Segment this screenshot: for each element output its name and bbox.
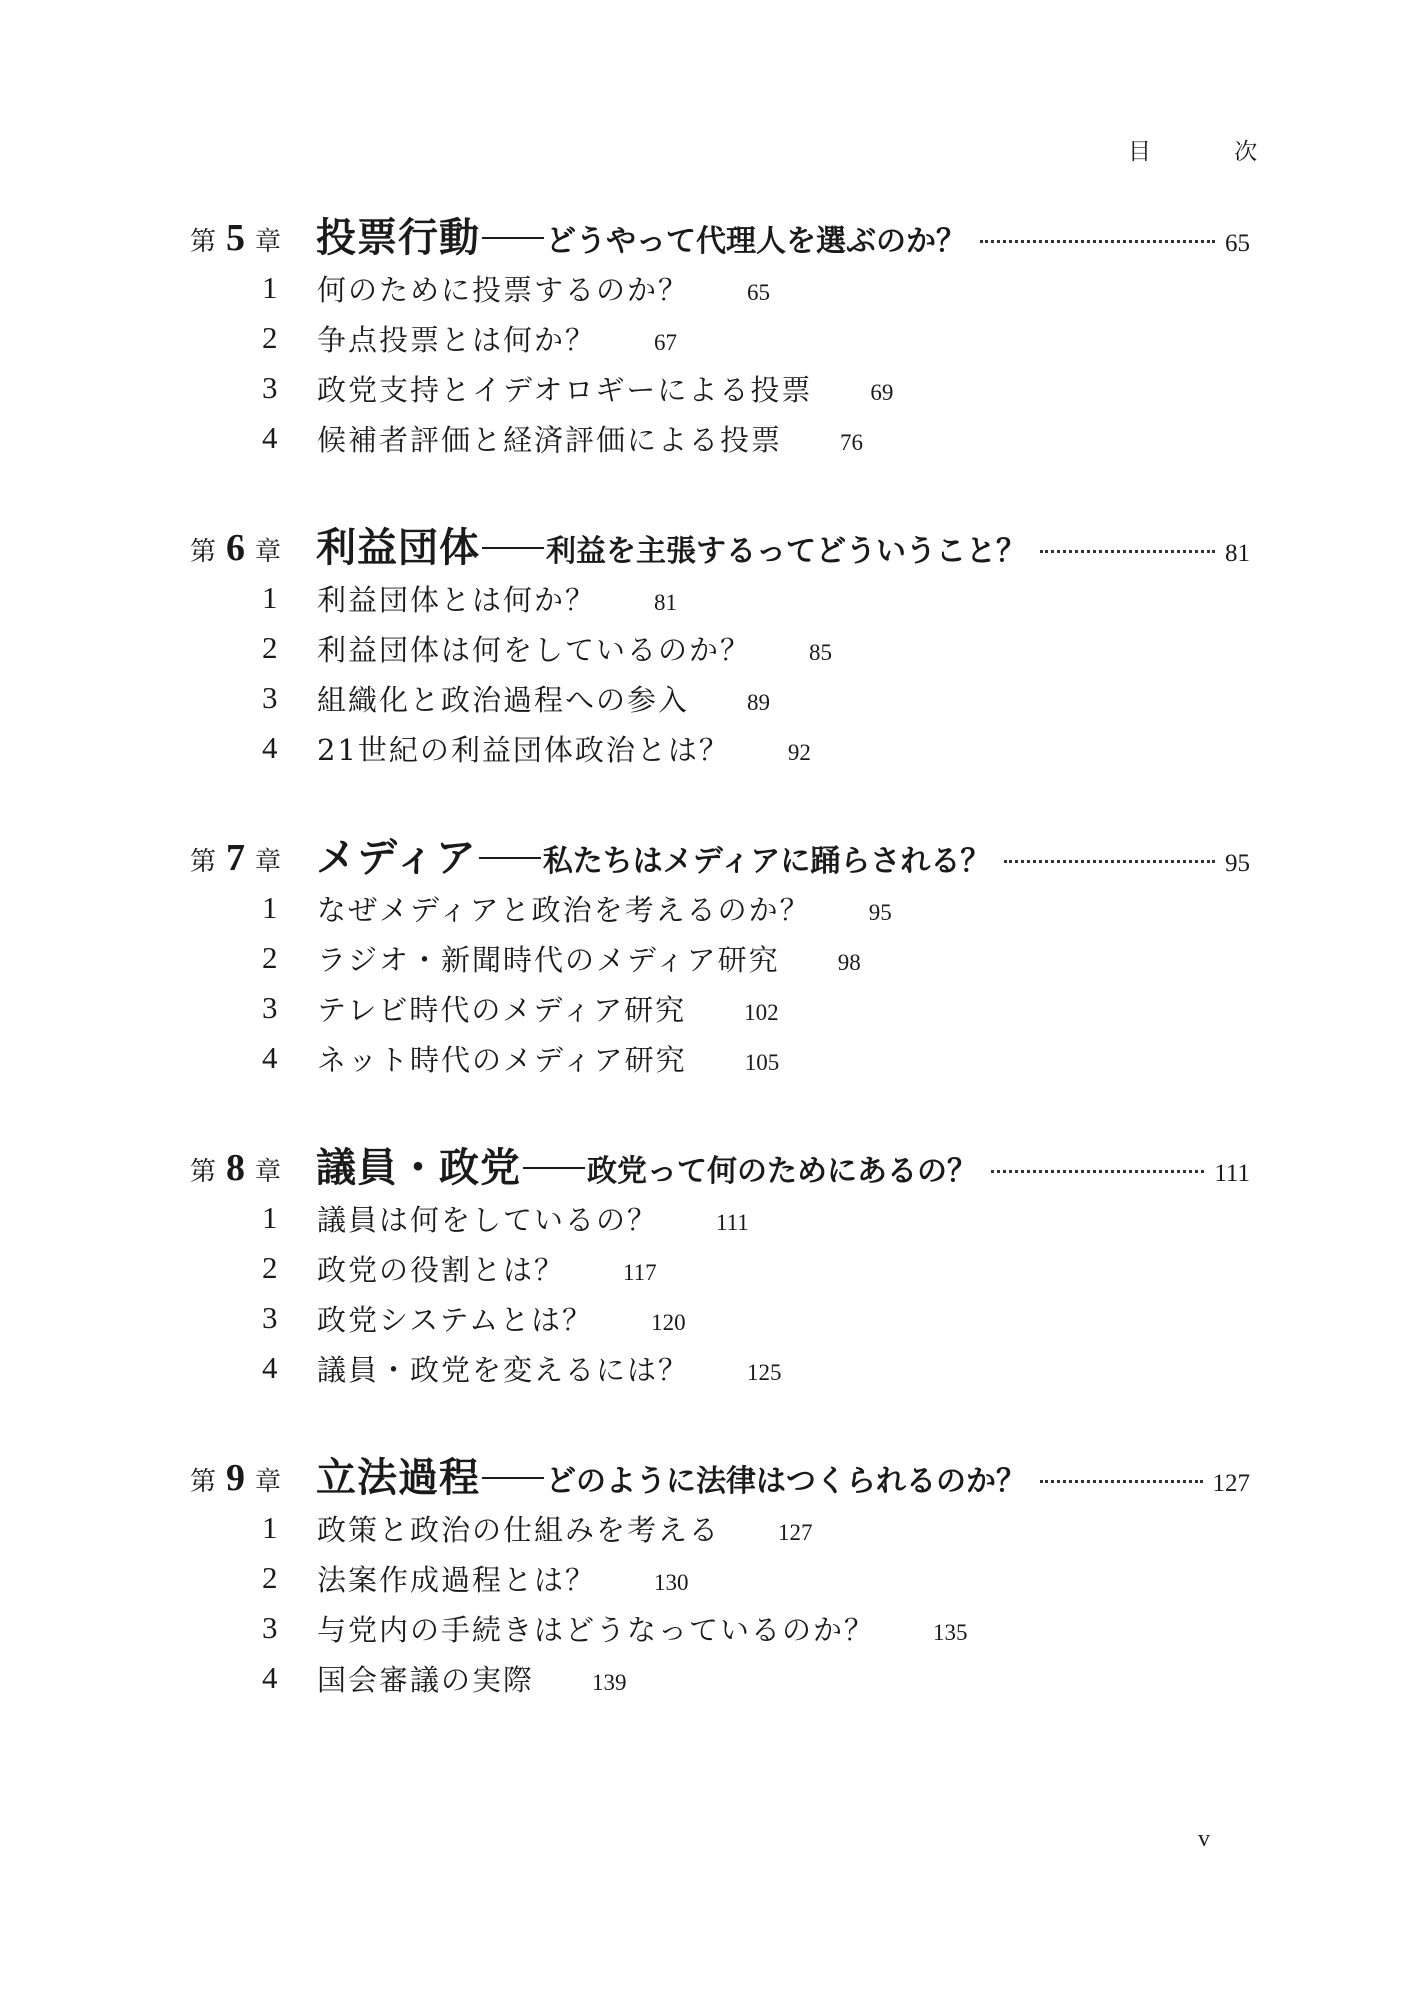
chapter-title-row	[316, 206, 1250, 263]
section-title-row	[317, 1658, 627, 1699]
chapter-title-row	[316, 1136, 1250, 1193]
section-number: 4	[262, 1350, 278, 1385]
chapter-suffix: 章	[255, 1467, 282, 1497]
chapter-suffix: 章	[255, 537, 282, 567]
section-page-number: 111	[716, 1210, 749, 1235]
chapter-heading	[0, 1128, 1412, 1190]
section-title: 議員・政党を変えるには？	[317, 1353, 690, 1387]
section-number: 4	[262, 420, 278, 455]
chapter-suffix: 章	[255, 1157, 282, 1187]
chapter-subtitle: 利益を主張するってどういうこと？	[546, 534, 1026, 569]
chapter-label	[190, 1456, 281, 1500]
chapter-number: 9	[226, 1457, 246, 1499]
dot-leader	[991, 1170, 1204, 1173]
section-page-number: 89	[747, 690, 771, 715]
section-title-row	[317, 418, 863, 459]
chapter-prefix: 第	[190, 1467, 217, 1497]
section-entry	[0, 672, 1412, 722]
chapter-page-number: 111	[1214, 1160, 1250, 1187]
section-entry	[0, 1242, 1412, 1292]
section-number: 1	[262, 580, 278, 615]
section-title: テレビ時代のメディア研究	[317, 993, 687, 1027]
section-title-row	[317, 1508, 813, 1549]
page-folio: v	[1198, 1826, 1210, 1852]
chapter-page-number: 95	[1225, 850, 1250, 877]
section-page-number: 65	[747, 280, 771, 305]
section-page-number: 98	[837, 950, 861, 975]
chapter-heading	[0, 198, 1412, 260]
section-entry	[0, 722, 1412, 772]
section-entry	[0, 1602, 1412, 1652]
section-title: 何のために投票するのか？	[317, 273, 690, 307]
section-title: 国会審議の実際	[317, 1663, 535, 1697]
section-title: 利益団体とは何か？	[317, 583, 597, 617]
section-title: 争点投票とは何か？	[317, 323, 597, 357]
running-head: 目 次	[1128, 139, 1296, 165]
section-title: 利益団体は何をしているのか？	[317, 633, 752, 667]
section-title-row	[317, 578, 677, 619]
section-number: 4	[262, 730, 278, 765]
chapter-subtitle: 私たちはメディアに踊らされる？	[542, 844, 991, 879]
section-number: 2	[262, 630, 278, 665]
section-number: 2	[262, 940, 278, 975]
section-page-number: 85	[809, 640, 833, 665]
section-title-row	[317, 1608, 968, 1649]
section-page-number: 95	[868, 900, 892, 925]
chapter-label	[190, 216, 281, 260]
section-entry	[0, 882, 1412, 932]
section-title: 議員は何をしているの？	[317, 1203, 659, 1237]
section-page-number: 135	[933, 1620, 968, 1645]
section-entry	[0, 1192, 1412, 1242]
chapter-prefix: 第	[190, 1157, 217, 1187]
chapter-label	[190, 526, 281, 570]
section-title: ネット時代のメディア研究	[317, 1043, 687, 1077]
chapter-label	[190, 1146, 281, 1190]
chapter-title-row	[316, 516, 1250, 573]
section-title: ラジオ・新聞時代のメディア研究	[317, 943, 780, 977]
section-title-row	[317, 1038, 779, 1079]
section-number: 3	[262, 370, 278, 405]
section-number: 3	[262, 1610, 278, 1645]
title-dash	[482, 237, 544, 239]
chapter-title: 立法過程	[316, 1455, 480, 1501]
section-number: 1	[262, 890, 278, 925]
section-title: 組織化と政治過程への参入	[317, 683, 690, 717]
section-page-number: 120	[651, 1310, 686, 1335]
chapter-number: 8	[226, 1147, 246, 1189]
chapter-subtitle: どのように法律はつくられるのか？	[546, 1464, 1026, 1499]
dot-leader	[1004, 860, 1215, 863]
chapter-title-row	[316, 1446, 1250, 1503]
section-number: 4	[262, 1660, 278, 1695]
section-entry	[0, 1502, 1412, 1552]
chapter-prefix: 第	[190, 227, 217, 257]
section-title: 法案作成過程とは？	[317, 1563, 597, 1597]
section-title-row	[317, 628, 832, 669]
chapter-heading	[0, 508, 1412, 570]
section-title-row	[317, 938, 861, 979]
section-title: 政党支持とイデオロギーによる投票	[317, 373, 813, 407]
section-entry	[0, 1292, 1412, 1342]
section-title-row	[317, 368, 893, 409]
section-entry	[0, 572, 1412, 622]
section-entry	[0, 1552, 1412, 1602]
dot-leader	[1040, 550, 1215, 553]
section-entry	[0, 312, 1412, 362]
section-title-row	[317, 728, 811, 769]
section-entry	[0, 622, 1412, 672]
section-number: 4	[262, 1040, 278, 1075]
section-page-number: 117	[623, 1260, 657, 1285]
section-title-row	[317, 988, 779, 1029]
section-title: 21世紀の利益団体政治とは？	[317, 733, 730, 767]
section-title-row	[317, 1558, 689, 1599]
section-page-number: 92	[787, 740, 811, 765]
section-title: なぜメディアと政治を考えるのか？	[317, 893, 811, 927]
section-page-number: 76	[840, 430, 864, 455]
section-number: 2	[262, 320, 278, 355]
section-entry	[0, 982, 1412, 1032]
chapter-heading	[0, 1438, 1412, 1500]
section-title-row	[317, 1248, 657, 1289]
section-title-row	[317, 1348, 782, 1389]
section-number: 2	[262, 1250, 278, 1285]
dot-leader	[980, 240, 1215, 243]
chapter-subtitle: 政党って何のためにあるの？	[587, 1154, 977, 1189]
section-number: 1	[262, 1510, 278, 1545]
section-page-number: 130	[654, 1570, 689, 1595]
chapter-suffix: 章	[255, 227, 282, 257]
section-entry	[0, 1032, 1412, 1082]
section-page-number: 127	[778, 1520, 813, 1545]
title-dash	[482, 547, 544, 549]
chapter-page-number: 127	[1212, 1470, 1250, 1497]
section-entry	[0, 412, 1412, 462]
chapter-heading	[0, 818, 1412, 880]
chapter-title: メディア	[316, 835, 477, 881]
section-title-row	[317, 678, 770, 719]
section-entry	[0, 362, 1412, 412]
section-page-number: 67	[654, 330, 678, 355]
section-page-number: 69	[870, 380, 894, 405]
chapter-number: 7	[226, 837, 246, 879]
chapter-title: 利益団体	[316, 525, 480, 571]
section-entry	[0, 262, 1412, 312]
chapter-title: 議員・政党	[316, 1145, 521, 1191]
section-title-row	[317, 1198, 749, 1239]
title-dash	[482, 1477, 544, 1479]
section-title-row	[317, 318, 677, 359]
section-number: 3	[262, 680, 278, 715]
section-title: 政党の役割とは？	[317, 1253, 566, 1287]
chapter-page-number: 65	[1225, 230, 1250, 257]
title-dash	[523, 1167, 585, 1169]
section-title: 政党システムとは？	[317, 1303, 594, 1337]
section-page-number: 125	[747, 1360, 782, 1385]
section-page-number: 102	[744, 1000, 779, 1025]
chapter-title-row	[316, 826, 1250, 883]
chapter-suffix: 章	[255, 847, 282, 877]
section-number: 2	[262, 1560, 278, 1595]
chapter-title: 投票行動	[316, 215, 480, 261]
title-dash	[479, 857, 541, 859]
chapter-page-number: 81	[1225, 540, 1250, 567]
section-title: 候補者評価と経済評価による投票	[317, 423, 783, 457]
chapter-prefix: 第	[190, 537, 217, 567]
chapter-subtitle: どうやって代理人を選ぶのか？	[546, 224, 966, 259]
section-number: 3	[262, 1300, 278, 1335]
section-title: 政策と政治の仕組みを考える	[317, 1513, 721, 1547]
chapter-number: 6	[226, 527, 246, 569]
section-title-row	[317, 1298, 686, 1339]
section-entry	[0, 932, 1412, 982]
section-number: 1	[262, 270, 278, 305]
section-number: 3	[262, 990, 278, 1025]
chapter-number: 5	[226, 217, 246, 259]
section-page-number: 105	[744, 1050, 780, 1075]
section-title-row	[317, 268, 770, 309]
section-entry	[0, 1652, 1412, 1702]
section-title-row	[317, 888, 892, 929]
chapter-label	[190, 836, 281, 880]
section-title: 与党内の手続きはどうなっているのか？	[317, 1613, 876, 1647]
section-entry	[0, 1342, 1412, 1392]
section-page-number: 139	[592, 1670, 627, 1695]
section-number: 1	[262, 1200, 278, 1235]
section-page-number: 81	[654, 590, 678, 615]
dot-leader	[1040, 1480, 1203, 1483]
chapter-prefix: 第	[190, 847, 217, 877]
